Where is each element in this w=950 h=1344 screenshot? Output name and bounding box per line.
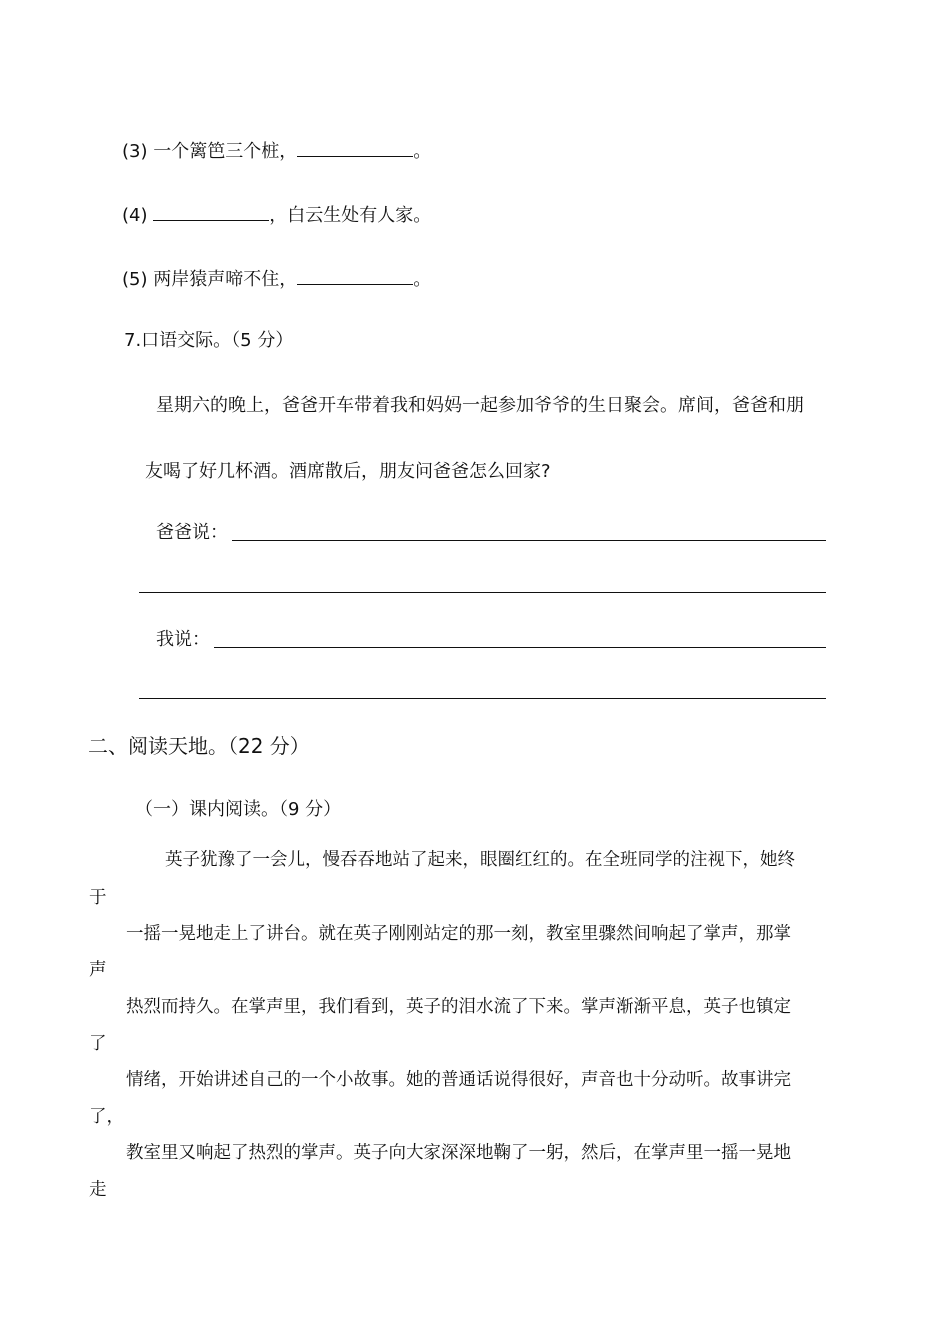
- question-number: (5): [122, 269, 148, 290]
- passage-line: 于: [89, 888, 107, 908]
- poem-line-3: [122, 138, 431, 164]
- poem-text: 两岸猿声啼不住，: [153, 269, 298, 290]
- section-2-subtitle: （一）课内阅读。（9 分）: [135, 799, 342, 820]
- passage-line: 教室里又响起了热烈的掌声。英子向大家深深地鞠了一躬，然后，在掌声里一摇一晃地: [126, 1143, 791, 1163]
- answer-blank[interactable]: [153, 202, 269, 221]
- passage-line: 走: [89, 1180, 107, 1200]
- answer-line-me-2[interactable]: [139, 698, 826, 699]
- me-says-label: 我说：: [156, 629, 210, 650]
- answer-line-dad-2[interactable]: [139, 592, 826, 593]
- poem-line-4: [122, 202, 431, 228]
- passage-line: 声: [89, 960, 107, 980]
- question-number: (4): [122, 205, 148, 226]
- poem-text: 一个篱笆三个桩，: [153, 141, 298, 162]
- answer-line-me[interactable]: [214, 647, 826, 648]
- passage-line: 一摇一晃地走上了讲台。就在英子刚刚站定的那一刻，教室里骤然间响起了掌声，那掌: [126, 924, 791, 944]
- dad-says-label: 爸爸说：: [156, 522, 228, 543]
- poem-line-5: [122, 266, 431, 292]
- answer-blank[interactable]: [297, 266, 413, 285]
- answer-blank[interactable]: [297, 138, 413, 157]
- scenario-line-1: 星期六的晚上，爸爸开车带着我和妈妈一起参加爷爷的生日聚会。席间，爸爸和朋: [156, 395, 804, 416]
- poem-text: 。: [413, 269, 432, 290]
- passage-line: 情绪，开始讲述自己的一个小故事。她的普通话说得很好，声音也十分动听。故事讲完: [126, 1070, 791, 1090]
- section-2-title: 二、阅读天地。（22 分）: [88, 734, 310, 758]
- poem-text: 。: [413, 141, 432, 162]
- scenario-line-2: 友喝了好几杯酒。酒席散后，朋友问爸爸怎么回家?: [145, 461, 551, 482]
- passage-line: 热烈而持久。在掌声里，我们看到，英子的泪水流了下来。掌声渐渐平息，英子也镇定: [126, 997, 791, 1017]
- passage-line: 了: [89, 1034, 107, 1054]
- passage-line: 英子犹豫了一会儿，慢吞吞地站了起来，眼圈红红的。在全班同学的注视下，她终: [165, 850, 795, 870]
- question-7-title: 7.口语交际。（5 分）: [124, 330, 294, 351]
- passage-line: 了，: [89, 1107, 124, 1127]
- question-number: (3): [122, 141, 148, 162]
- poem-text: ，白云生处有人家。: [269, 205, 432, 226]
- answer-line-dad[interactable]: [232, 540, 826, 541]
